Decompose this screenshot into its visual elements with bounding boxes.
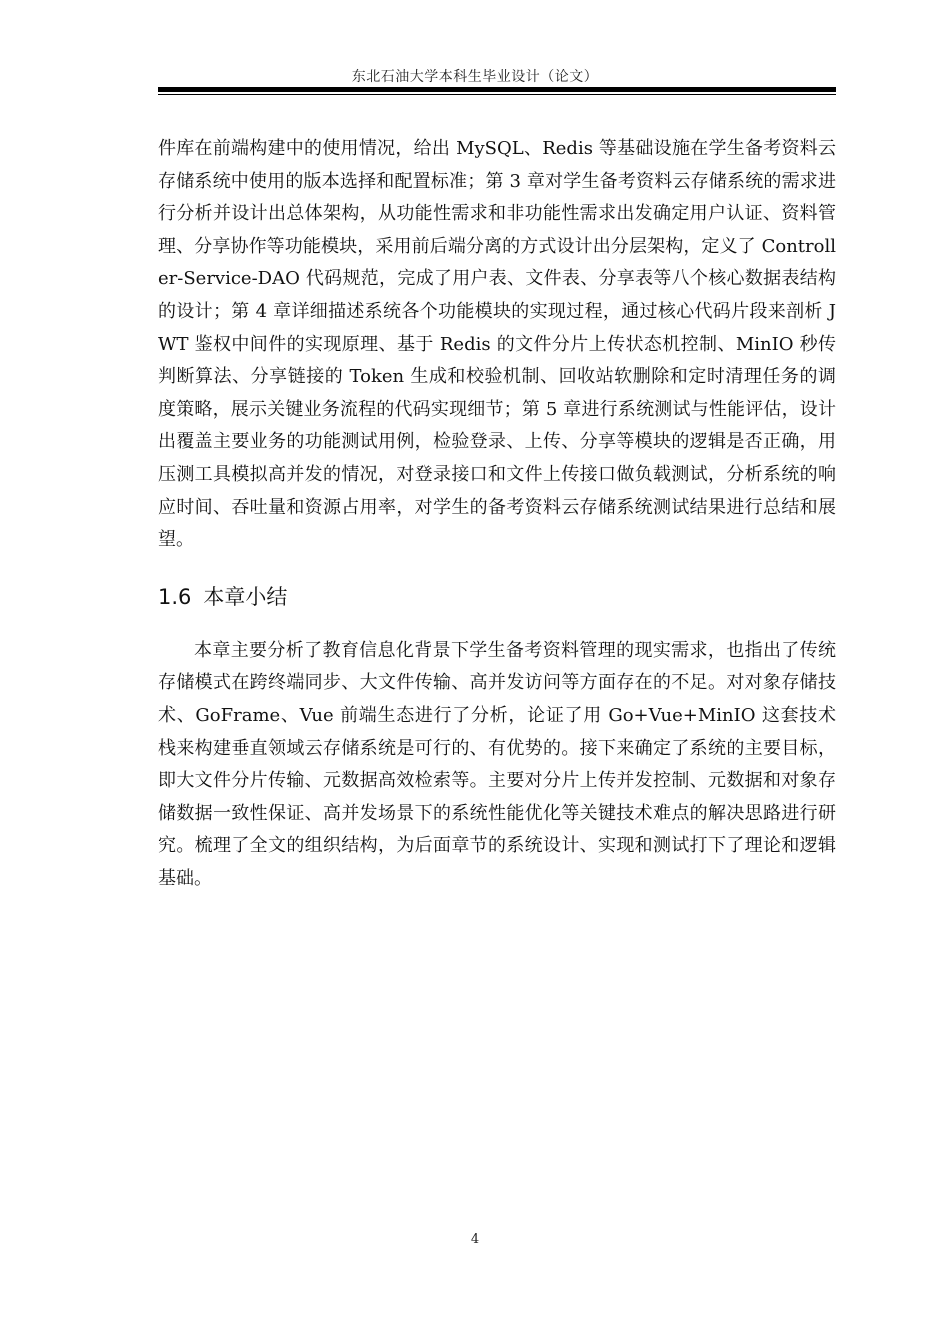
section-number: 1.6	[158, 584, 192, 609]
header-rule-thin	[158, 94, 836, 95]
running-header: 东北石油大学本科生毕业设计（论文）	[351, 69, 599, 85]
header-rule-thick	[158, 87, 836, 92]
section-heading	[158, 579, 836, 615]
chapter-summary-paragraph: 本章主要分析了教育信息化背景下学生备考资料管理的现实需求，也指出了传统存储模式在跨终端同步、大文件传输、高并发访问等方面存在的不足。对对象存储技术、GoFrame、Vue 前端生态进行了分析，论证了用 Go+Vue+MinIO 这套技术栈来构建垂直领域云存储系统是可行的、有优势的。接下来确定了系统的主要目标，即大文件分片传输、元数据高效检索等。主要对分片上传并发控制、元数据和对象存储数据一致性保证、高并发场景下的系统性能优化等关键技术难点的解决思路进行研究。梳理了全文的组织结构，为后面章节的系统设计、实现和测试打下了理论和逻辑基础。	[158, 639, 836, 889]
page-content	[158, 133, 836, 895]
section-title: 本章小结	[203, 584, 288, 609]
body-paragraph-continued: 件库在前端构建中的使用情况，给出 MySQL、Redis 等基础设施在学生备考资料云存储系统中使用的版本选择和配置标准；第 3 章对学生备考资料云存储系统的需求进行分析并设计出总体架构，从功能性需求和非功能性需求出发确定用户认证、资料管理、分享协作等功能模块，采用前后端分离的方式设计出分层架构，定义了 Controller-Service-DAO 代码规范，完成了用户表、文件表、分享表等八个核心数据表结构的设计；第 4 章详细描述系统各个功能模块的实现过程，通过核心代码片段来剖析 JWT 鉴权中间件的实现原理、基于 Redis 的文件分片上传状态机控制、MinIO 秒传判断算法、分享链接的 Token 生成和校验机制、回收站软删除和定时清理任务的调度策略，展示关键业务流程的代码实现细节；第 5 章进行系统测试与性能评估，设计出覆盖主要业务的功能测试用例，检验登录、上传、分享等模块的逻辑是否正确，用压测工具模拟高并发的情况，对登录接口和文件上传接口做负载测试，分析系统的响应时间、吞吐量和资源占用率，对学生的备考资料云存储系统测试结果进行总结和展望。	[158, 138, 836, 551]
page-number: 4	[470, 1232, 480, 1247]
